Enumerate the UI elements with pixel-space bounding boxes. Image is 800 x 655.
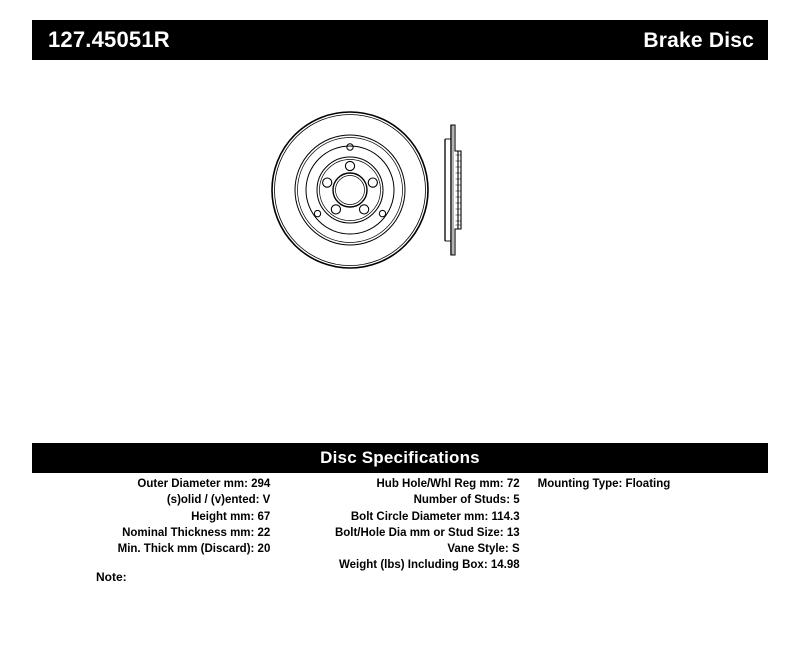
spec-column-right bbox=[524, 476, 768, 574]
part-number: 127.45051R bbox=[48, 27, 170, 52]
page-title: Brake Disc bbox=[643, 28, 754, 52]
spec-item: Bolt/Hole Dia mm or Stud Size: 13 bbox=[334, 526, 520, 539]
spec-item: Height mm: 67 bbox=[191, 510, 271, 523]
product-drawing bbox=[255, 95, 545, 285]
spec-column-left bbox=[32, 476, 276, 574]
spec-item: (s)olid / (v)ented: V bbox=[166, 494, 271, 507]
spec-item: Bolt Circle Diameter mm: 114.3 bbox=[350, 510, 520, 523]
spec-item: Weight (lbs) Including Box: 14.98 bbox=[339, 559, 520, 572]
spec-item: Number of Studs: 5 bbox=[413, 494, 520, 507]
spec-item: Vane Style: S bbox=[447, 543, 520, 556]
spec-column-middle bbox=[276, 476, 523, 574]
spec-item: Outer Diameter mm: 294 bbox=[137, 478, 271, 490]
spec-item: Mounting Type: Floating bbox=[537, 478, 671, 490]
note-label: Note: bbox=[96, 570, 127, 584]
specifications-bar bbox=[32, 443, 768, 473]
spec-item: Min. Thick mm (Discard): 20 bbox=[117, 543, 271, 556]
specifications-body bbox=[32, 476, 768, 574]
brake-disc-front-view bbox=[272, 112, 428, 268]
specifications-title: Disc Specifications bbox=[320, 448, 480, 467]
brake-disc-side-view bbox=[445, 125, 461, 255]
spec-item: Hub Hole/Whl Reg mm: 72 bbox=[376, 478, 520, 490]
header-bar bbox=[32, 20, 768, 60]
spec-item: Nominal Thickness mm: 22 bbox=[122, 526, 271, 539]
